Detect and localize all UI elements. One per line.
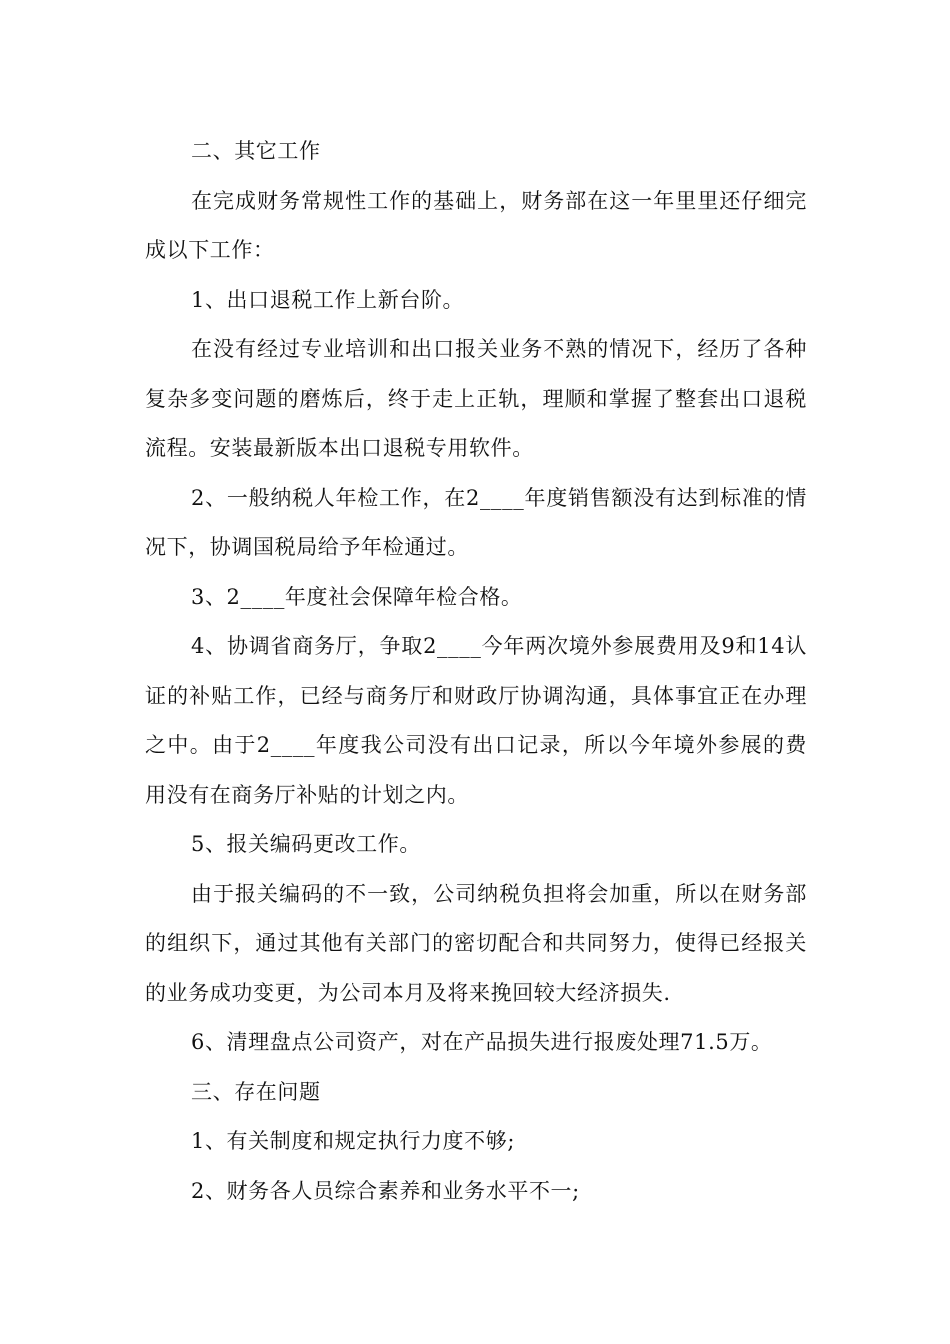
- problem-1: 1、有关制度和规定执行力度不够;: [191, 1129, 516, 1153]
- item-4: 4、协调省商务厅，争取2____今年两次境外参展费用及9和14认证的补贴工作，已经与商务厅和财政厅协调沟通，具体事宜正在办理之中。由于2____年度我公司没有出口记录，所以今年境外参展的费用没有在商务厅补贴的计划之内。: [145, 634, 807, 807]
- item-1-heading: 1、出口退税工作上新台阶。: [191, 287, 465, 312]
- section-heading-other-work: 二、其它工作: [191, 139, 321, 163]
- section-heading-problems: 三、存在问题: [191, 1079, 321, 1104]
- item-1-body: 在没有经过专业培训和出口报关业务不熟的情况下，经历了各种复杂多变问题的磨炼后，终于走上正轨，理顺和掌握了整套出口退税流程。安装最新版本出口退税专用软件。: [145, 337, 807, 460]
- item-6: 6、清理盘点公司资产，对在产品损失进行报废处理71.5万。: [191, 1030, 773, 1054]
- item-3: 3、2____年度社会保障年检合格。: [191, 584, 523, 609]
- problem-2: 2、财务各人员综合素养和业务水平不一;: [191, 1178, 580, 1203]
- item-2: 2、一般纳税人年检工作，在2____年度销售额没有达到标准的情况下，协调国税局给予年检通过。: [145, 485, 807, 559]
- document-body: [145, 127, 807, 1216]
- paragraph-intro: 在完成财务常规性工作的基础上，财务部在这一年里里还仔细完成以下工作：: [145, 188, 807, 262]
- item-5-body: 由于报关编码的不一致，公司纳税负担将会加重，所以在财务部的组织下，通过其他有关部门的密切配合和共同努力，使得已经报关的业务成功变更，为公司本月及将来挽回较大经济损失.: [145, 881, 807, 1005]
- item-5-heading: 5、报关编码更改工作。: [191, 832, 421, 856]
